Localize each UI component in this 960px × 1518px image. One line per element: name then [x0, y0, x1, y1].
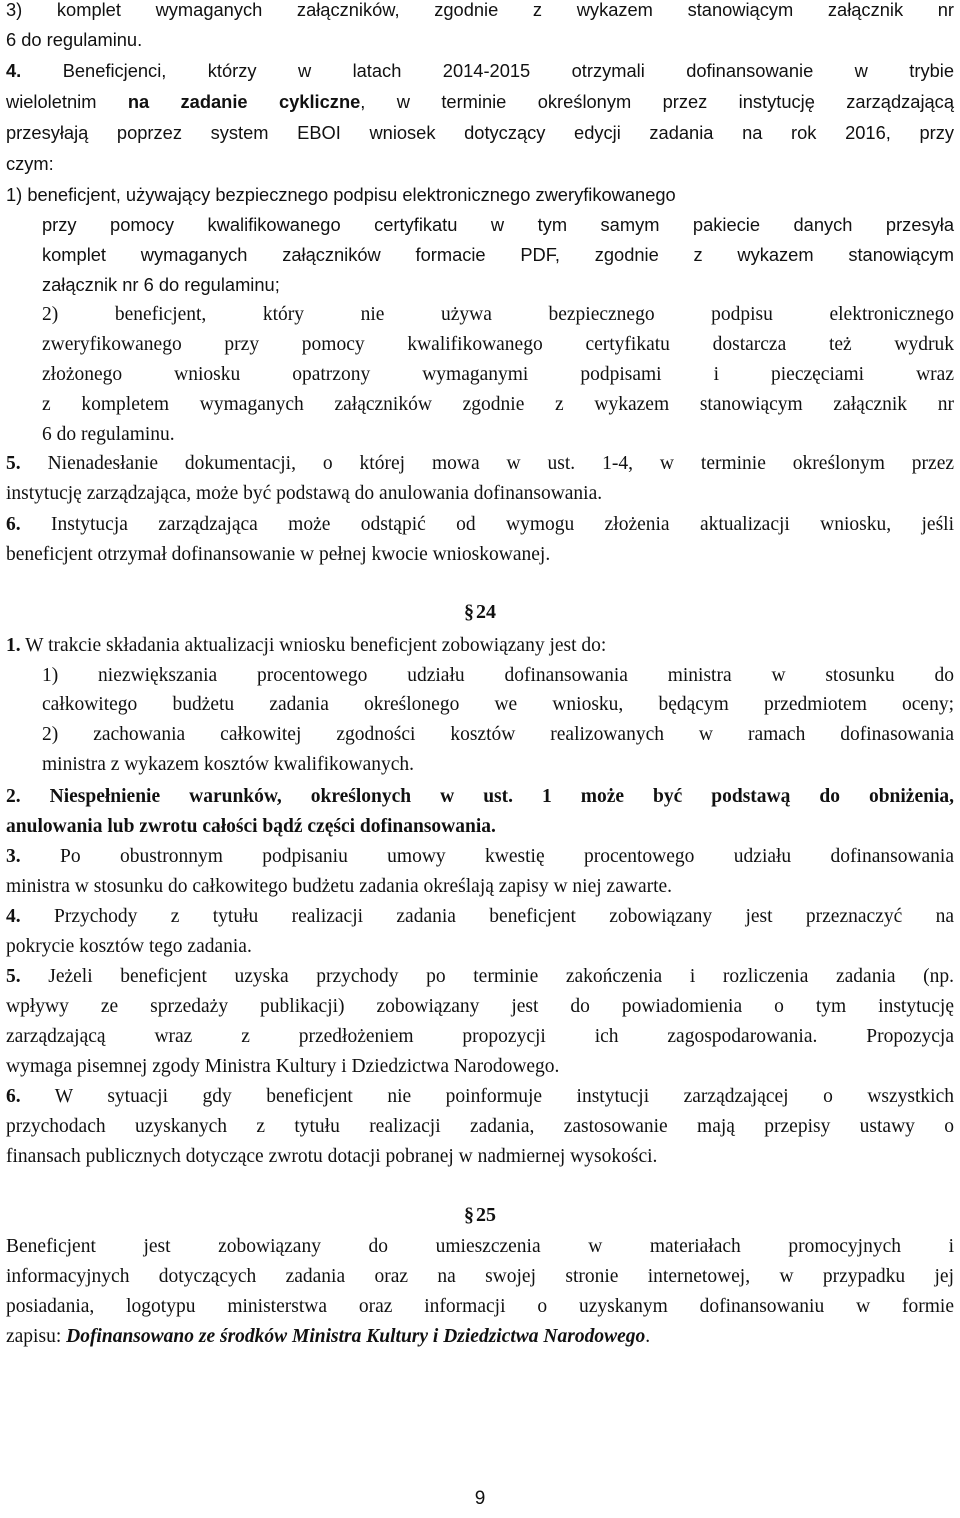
text-span: W sytuacji gdy beneficjent nie poinformuje instytucji zarządzającej o wszystkich — [54, 1086, 954, 1107]
text-span: wieloletnim — [6, 91, 128, 112]
text-span: czym: — [6, 153, 54, 174]
text-span: pokrycie kosztów tego zadania. — [6, 936, 252, 957]
text-span: wymaga pisemnej zgody Ministra Kultury i Dziedzictwa Narodowego. — [6, 1056, 560, 1077]
text-span: Jeżeli beneficjent uzyska przychody po terminie zakończenia i rozliczenia zadania (np. — [48, 966, 954, 987]
s24-paragraph-3-line — [6, 842, 954, 872]
text-span: zapisu: — [6, 1326, 67, 1347]
section-sign: § — [464, 601, 474, 623]
text-span: wpływy ze sprzedaży publikacji) zobowiązany jest do powiadomienia o tym instytucję — [6, 996, 954, 1017]
text-line — [6, 992, 954, 1022]
bold-italic-phrase: Dofinansowano ze środków Ministra Kultury i Dziedzictwa Narodowego — [66, 1326, 646, 1347]
text-span: . — [645, 1326, 651, 1347]
page-number: 9 — [474, 1488, 486, 1509]
text-span: Beneficjent jest zobowiązany do umieszczenia w materiałach promocyjnych i — [6, 1236, 954, 1257]
text-span: 2) beneficjent, który nie używa bezpiecznego podpisu elektronicznego — [42, 304, 954, 325]
text-span: beneficjent otrzymał dofinansowanie w pełnej kwocie wnioskowanej. — [6, 544, 551, 565]
list-item-line — [42, 270, 954, 300]
text-span: Niespełnienie warunków, określonych w ust. 1 może być podstawą do obniżenia, — [49, 786, 955, 807]
list-item-line — [6, 180, 954, 210]
text-line — [6, 1142, 954, 1172]
s24-paragraph-1-line — [6, 631, 954, 661]
text-span: przy pomocy kwalifikowanego certyfikatu w tym samym pakiecie danych przesyła — [42, 214, 954, 235]
text-span: , w terminie określonym przez instytucję zarządzającą — [360, 91, 954, 112]
text-span: 6 do regulaminu. — [6, 29, 143, 50]
paragraph-4-line — [6, 56, 954, 86]
text-span: Po obustronnym podpisaniu umowy kwestię procentowego udziału dofinansowania — [60, 846, 955, 867]
list-item-line — [42, 720, 954, 750]
text-span: całkowitego budżetu zadania określonego we wniosku, będącym przedmiotem oceny; — [42, 694, 954, 715]
text-span: instytucję zarządzająca, może być podstawą do anulowania dofinansowania. — [6, 483, 603, 504]
s24-paragraph-2-line — [6, 782, 954, 812]
text-span: 1) beneficjent, używający bezpiecznego podpisu elektronicznego zweryfikowanego — [6, 184, 676, 205]
text-line — [6, 1022, 954, 1052]
paragraph-number: 6. — [6, 1086, 21, 1107]
text-span: z kompletem wymaganych załączników zgodnie z wykazem stanowiącym załącznik nr — [42, 394, 954, 415]
list-item-line — [42, 661, 954, 691]
list-item-line — [42, 240, 954, 270]
text-span: finansach publicznych dotyczące zwrotu dotacji pobranej w nadmiernej wysokości. — [6, 1146, 658, 1167]
bold-phrase: na zadanie cykliczne — [127, 91, 361, 112]
list-item-line — [42, 210, 954, 240]
list-item-line — [42, 750, 954, 780]
text-span: Nienadesłanie dokumentacji, o której mowa w ust. 1-4, w terminie określonym przez — [47, 453, 955, 474]
text-line — [6, 118, 954, 148]
s25-line — [6, 1292, 954, 1322]
section-25-heading — [0, 1200, 960, 1230]
list-item-line — [42, 690, 954, 720]
text-span: przychodach uzyskanych z tytułu realizacji zadania, zastosowanie mają przepisy ustawy o — [6, 1116, 954, 1137]
paragraph-number: 2. — [6, 786, 21, 807]
s25-line — [6, 1322, 954, 1352]
text-span: anulowania lub zwrotu całości bądź części dofinansowania. — [6, 816, 496, 837]
text-span: informacyjnych dotyczących zadania oraz na swojej stronie internetowej, w przypadku jej — [6, 1266, 954, 1287]
s25-line — [6, 1262, 954, 1292]
text-line — [6, 812, 954, 842]
text-span: zweryfikowanego przy pomocy kwalifikowanego certyfikatu dostarcza też wydruk — [42, 334, 954, 355]
text-span: Beneficjenci, którzy w latach 2014-2015 otrzymali dofinansowanie w trybie — [62, 60, 954, 81]
s25-line — [6, 1232, 954, 1262]
text-span: Instytucja zarządzająca może odstąpić od wymogu złożenia aktualizacji wniosku, jeśli — [51, 514, 954, 535]
text-line — [6, 540, 954, 570]
s24-paragraph-5-line — [6, 962, 954, 992]
text-span: ministra z wykazem kosztów kwalifikowanych. — [42, 754, 415, 775]
text-line — [6, 872, 954, 902]
list-item-line — [42, 300, 954, 330]
text-line — [6, 479, 954, 509]
text-line — [6, 25, 954, 55]
section-24-heading — [0, 597, 960, 627]
paragraph-number: 5. — [6, 453, 21, 474]
list-item-line — [42, 330, 954, 360]
text-line — [6, 932, 954, 962]
text-span: 1) niezwiększania procentowego udziału dofinansowania ministra w stosunku do — [42, 665, 954, 686]
paragraph-number: 4. — [6, 906, 21, 927]
paragraph-5-line — [6, 449, 954, 479]
text-line — [6, 0, 954, 25]
list-item-line — [42, 360, 954, 390]
text-span: 3) komplet wymaganych załączników, zgodnie z wykazem stanowiącym załącznik nr — [6, 0, 954, 20]
text-line — [6, 1112, 954, 1142]
text-line — [6, 87, 954, 117]
section-sign: § — [464, 1204, 474, 1226]
text-span: W trakcie składania aktualizacji wniosku beneficjent zobowiązany jest do: — [25, 635, 607, 656]
text-span: Przychody z tytułu realizacji zadania beneficjent zobowiązany jest przeznaczyć na — [53, 906, 954, 927]
paragraph-number: 1. — [6, 635, 21, 656]
s24-paragraph-6-line — [6, 1082, 954, 1112]
text-span: komplet wymaganych załączników formacie PDF, zgodnie z wykazem stanowiącym — [42, 244, 954, 265]
text-span: zarządzającą wraz z przedłożeniem propozycji ich zagospodarowania. Propozycja — [6, 1026, 954, 1047]
paragraph-number: 4. — [6, 60, 22, 81]
paragraph-number: 6. — [6, 514, 21, 535]
text-span: przesyłają poprzez system EBOI wniosek dotyczący edycji zadania na rok 2016, przy — [6, 122, 954, 143]
text-span: 2) zachowania całkowitej zgodności kosztów realizowanych w ramach dofinasowania — [42, 724, 954, 745]
paragraph-6-line — [6, 510, 954, 540]
text-line — [6, 149, 954, 179]
section-number: 25 — [476, 1204, 496, 1226]
text-span: 6 do regulaminu. — [42, 424, 175, 445]
text-span: załącznik nr 6 do regulaminu; — [42, 274, 280, 295]
text-span: ministra w stosunku do całkowitego budżetu zadania określają zapisy w niej zawarte. — [6, 876, 673, 897]
text-span: posiadania, logotypu ministerstwa oraz informacji o uzyskanym dofinansowaniu w formie — [6, 1296, 954, 1317]
list-item-line — [42, 420, 954, 450]
list-item-line — [42, 390, 954, 420]
text-span: złożonego wniosku opatrzony wymaganymi podpisami i pieczęciami wraz — [42, 364, 954, 385]
paragraph-number: 5. — [6, 966, 21, 987]
text-line — [6, 1052, 954, 1082]
paragraph-number: 3. — [6, 846, 21, 867]
section-number: 24 — [476, 601, 496, 623]
s24-paragraph-4-line — [6, 902, 954, 932]
